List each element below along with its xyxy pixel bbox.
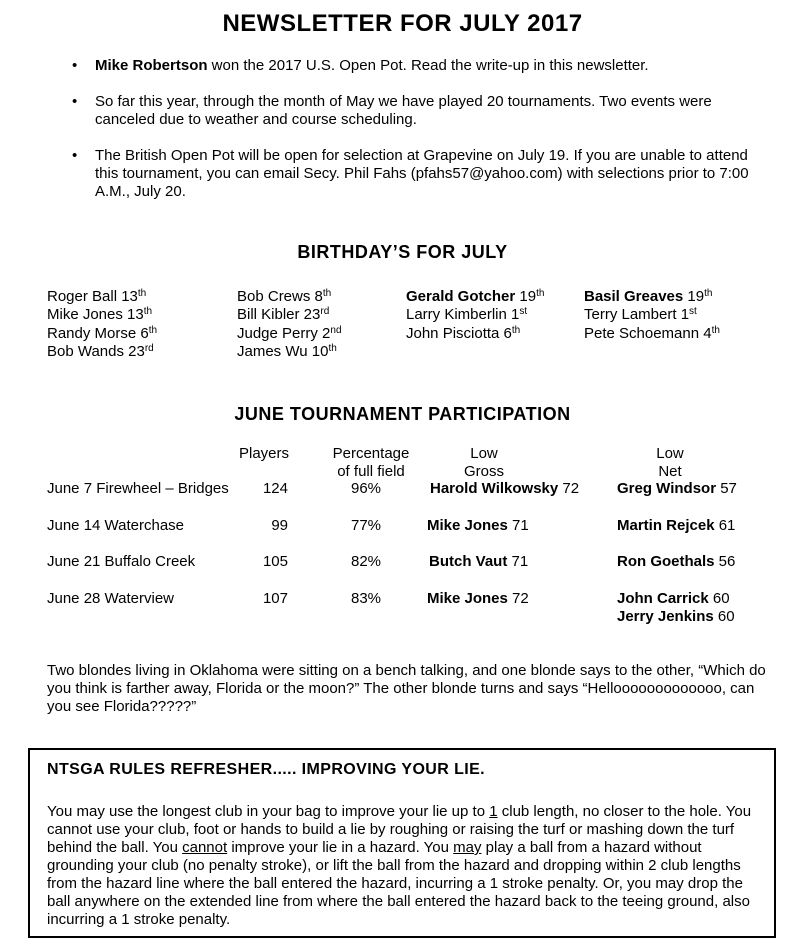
birthday-column-3 — [406, 288, 544, 343]
joke-paragraph: Two blondes living in Oklahoma were sitting on a bench talking, and one blonde says to the other, “Which do you think is farther away, Florida or the moon?” The other blonde turns and says “Hellooooooooooooo, can you see Florida?????” — [47, 662, 766, 715]
table-row-percentage: 77% — [350, 517, 382, 534]
table-row-event: June 28 Waterview — [47, 590, 175, 607]
table-row-players: 107 — [262, 590, 288, 607]
header-low-gross: Low Gross — [463, 445, 504, 480]
table-row-percentage: 82% — [350, 553, 382, 570]
table-row-low-net: John Carrick 60 — [617, 590, 730, 607]
table-row-low-gross: Mike Jones 71 — [427, 517, 529, 534]
birthday-entry: Bob Wands 23rd — [47, 342, 154, 360]
birthday-entry: Roger Ball 13th — [47, 288, 147, 305]
announcement-item: • So far this year, through the month of May we have played 20 tournaments. Two events were canceled due to weather and course scheduling. — [72, 93, 762, 129]
birthday-entry: Basil Greaves 19th — [584, 288, 713, 305]
birthday-entry: Bill Kibler 23rd — [237, 306, 330, 324]
birthday-column-4 — [584, 288, 720, 343]
rules-paragraph: You may use the longest club in your bag to improve your lie up to 1 club length, no closer to the hole. You cannot use your club, foot or hands to build a lie by roughing or raising the turf or mashing down the turf behind the ball. You cannot improve your lie in a hazard. You may play a ball from a hazard without grounding your club (no penalty stroke), or lift the ball from the hazard and dropping within 2 club lengths from the hazard line where the ball entered the hazard, incurring a 1 stroke penalty. Or, you may drop the ball anywhere on the extended line from where the ball entered the hazard back to the teeing ground, also incurring a 1 stroke penalty. — [47, 803, 752, 928]
table-row-low-net: Ron Goethals 56 — [617, 553, 736, 570]
table-row-low-net: Jerry Jenkins 60 — [617, 608, 735, 625]
tournament-heading: JUNE TOURNAMENT PARTICIPATION — [234, 404, 571, 424]
header-low-net: Low Net — [656, 445, 684, 480]
newsletter-title: NEWSLETTER FOR JULY 2017 — [222, 10, 583, 37]
announcement-list — [72, 57, 762, 219]
winner-name: Mike Robertson — [95, 57, 208, 74]
birthday-entry: John Pisciotta 6th — [406, 324, 521, 342]
announcement-text: won the 2017 U.S. Open Pot. Read the write-up in this newsletter. — [207, 57, 649, 74]
birthday-column-2 — [237, 288, 342, 361]
table-row-event: June 21 Buffalo Creek — [47, 553, 196, 570]
birthday-entry: James Wu 10th — [237, 342, 337, 360]
birthday-entry: Judge Perry 2nd — [237, 324, 342, 342]
table-row-percentage: 83% — [350, 590, 382, 607]
header-percentage: Percentage of full field — [332, 445, 410, 480]
table-row-players: 124 — [262, 480, 288, 497]
announcement-item: • The British Open Pot will be open for selection at Grapevine on July 19. If you are unable to attend this tournament, you can email Secy. Phil Fahs (pfahs57@yahoo.com) with selections prior to 7:00 A.M., July 20. — [72, 147, 762, 201]
birthday-column-1 — [47, 288, 157, 361]
table-row-low-gross: Mike Jones 72 — [427, 590, 529, 607]
birthday-entry: Gerald Gotcher 19th — [406, 288, 545, 305]
birthday-entry: Mike Jones 13th — [47, 306, 153, 324]
header-players: Players — [238, 445, 290, 462]
birthday-entry: Larry Kimberlin 1st — [406, 306, 528, 324]
table-row-percentage: 96% — [350, 480, 382, 497]
table-row-low-gross: Butch Vaut 71 — [429, 553, 529, 570]
table-row-event: June 14 Waterchase — [47, 517, 185, 534]
birthdays-heading: BIRTHDAY’S FOR JULY — [297, 242, 508, 262]
table-row-players: 99 — [271, 517, 288, 534]
table-row-low-gross: Harold Wilkowsky 72 — [430, 480, 580, 497]
birthday-entry: Terry Lambert 1st — [584, 306, 697, 324]
birthday-entry: Pete Schoemann 4th — [584, 324, 720, 342]
table-row-low-net: Martin Rejcek 61 — [617, 517, 736, 534]
table-row-low-net: Greg Windsor 57 — [617, 480, 737, 497]
birthday-entry: Randy Morse 6th — [47, 324, 158, 342]
table-row-players: 105 — [262, 553, 288, 570]
announcement-item — [72, 57, 762, 75]
rules-heading: NTSGA RULES REFRESHER..... IMPROVING YOUR LIE. — [47, 761, 486, 778]
birthday-entry: Bob Crews 8th — [237, 288, 332, 305]
table-row-event: June 7 Firewheel – Bridges — [47, 480, 229, 497]
